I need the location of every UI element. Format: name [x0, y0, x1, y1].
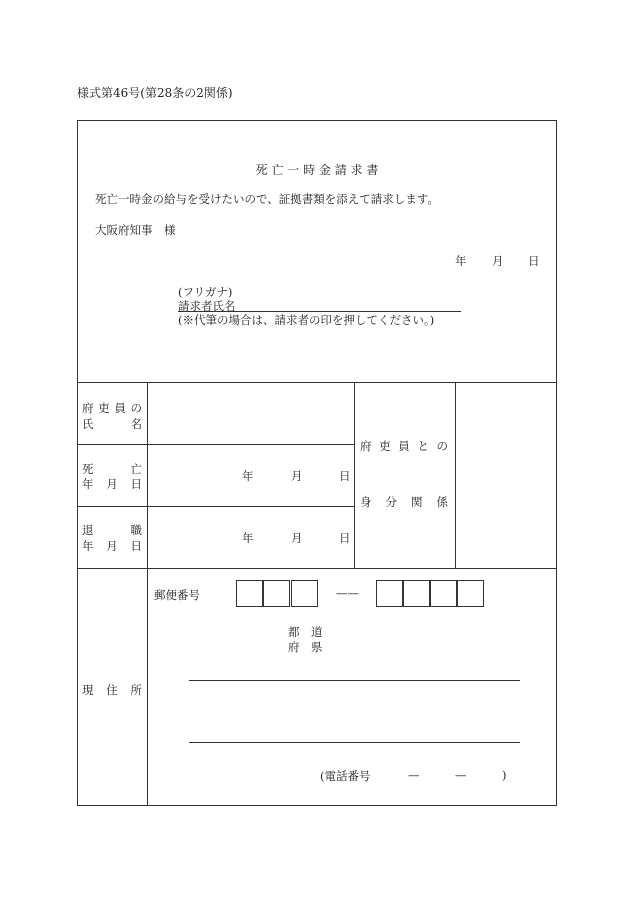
death-date-char: 年 [82, 477, 94, 491]
phone-dash-2: — [455, 768, 467, 782]
address-label [82, 682, 142, 698]
relationship-char: 身 [360, 495, 372, 509]
phone-dash-1: — [408, 768, 420, 782]
retirement-date-char: 職 [130, 523, 142, 537]
postal-digit-box[interactable] [376, 580, 403, 607]
employee-name-char: 府 [82, 401, 94, 415]
date-month-label: 月 [492, 254, 504, 268]
row-rule-2 [77, 506, 354, 507]
address-char: 現 [82, 683, 94, 697]
relationship-left-rule [354, 382, 355, 568]
postal-digit-box[interactable] [403, 580, 430, 607]
relationship-char: 吏 [379, 439, 391, 453]
postal-code-dash: —— [336, 586, 359, 600]
label-column-rule [147, 382, 148, 806]
retirement-date-char: 退 [82, 523, 94, 537]
retirement-year-label: 年 [242, 531, 254, 545]
postal-code-label: 郵便番号 [154, 588, 200, 602]
death-day-label: 日 [339, 469, 351, 483]
employee-name-char: 吏 [98, 401, 110, 415]
retirement-day-label: 日 [339, 531, 351, 545]
retirement-date-char: 日 [130, 539, 142, 553]
address-line-2[interactable] [189, 742, 520, 743]
address-line-1[interactable] [189, 680, 520, 681]
death-date-char: 日 [130, 477, 142, 491]
employee-name-char: 氏 [82, 417, 94, 431]
postal-digit-box[interactable] [263, 580, 290, 607]
postal-digit-box[interactable] [457, 580, 484, 607]
form-number: 様式第46号(第28条の2関係) [77, 86, 233, 100]
proxy-note: (※代筆の場合は、請求者の印を押してください。) [178, 313, 435, 327]
address-char: 住 [106, 683, 118, 697]
employee-name-field[interactable] [148, 383, 353, 443]
postal-digit-box[interactable] [430, 580, 457, 607]
death-date-char: 月 [106, 477, 118, 491]
death-date-char: 死 [82, 462, 94, 476]
prefecture-label-bottom: 府 県 [288, 640, 323, 654]
form-title: 死 亡 一 時 金 請 求 書 [255, 163, 379, 177]
postal-digit-box[interactable] [236, 580, 263, 607]
relationship-char: と [417, 439, 429, 453]
phone-number-label: (電話番号 [320, 769, 371, 783]
death-year-label: 年 [242, 469, 254, 483]
retirement-month-label: 月 [291, 531, 303, 545]
relationship-char: 関 [411, 495, 423, 509]
address-char: 所 [130, 683, 142, 697]
employee-name-char: 員 [114, 401, 126, 415]
date-day-label: 日 [528, 254, 540, 268]
retirement-date-char: 月 [106, 539, 118, 553]
phone-close-paren: ) [502, 768, 507, 782]
relationship-char: 員 [398, 439, 410, 453]
death-month-label: 月 [291, 469, 303, 483]
addressee: 大阪府知事 様 [95, 223, 176, 237]
prefecture-label-top: 都 道 [288, 625, 323, 639]
retirement-date-char: 年 [82, 539, 94, 553]
relationship-char: 府 [360, 439, 372, 453]
address-top-rule [77, 568, 557, 569]
request-statement: 死亡一時金の給与を受けたいので、証拠書類を添えて請求します。 [95, 192, 439, 206]
relationship-field[interactable] [456, 383, 556, 567]
row-rule-1 [77, 444, 354, 445]
employee-name-char: 名 [130, 417, 142, 431]
date-year-label: 年 [455, 254, 467, 268]
relationship-char: 係 [436, 495, 448, 509]
employee-name-char: の [130, 401, 142, 415]
postal-digit-box[interactable] [291, 580, 318, 607]
death-date-char: 亡 [130, 462, 142, 476]
claimant-name-label: 請求者氏名 [178, 299, 236, 313]
relationship-char: の [436, 439, 448, 453]
relationship-char: 分 [385, 495, 397, 509]
furigana-label: (フリガナ) [178, 285, 233, 299]
